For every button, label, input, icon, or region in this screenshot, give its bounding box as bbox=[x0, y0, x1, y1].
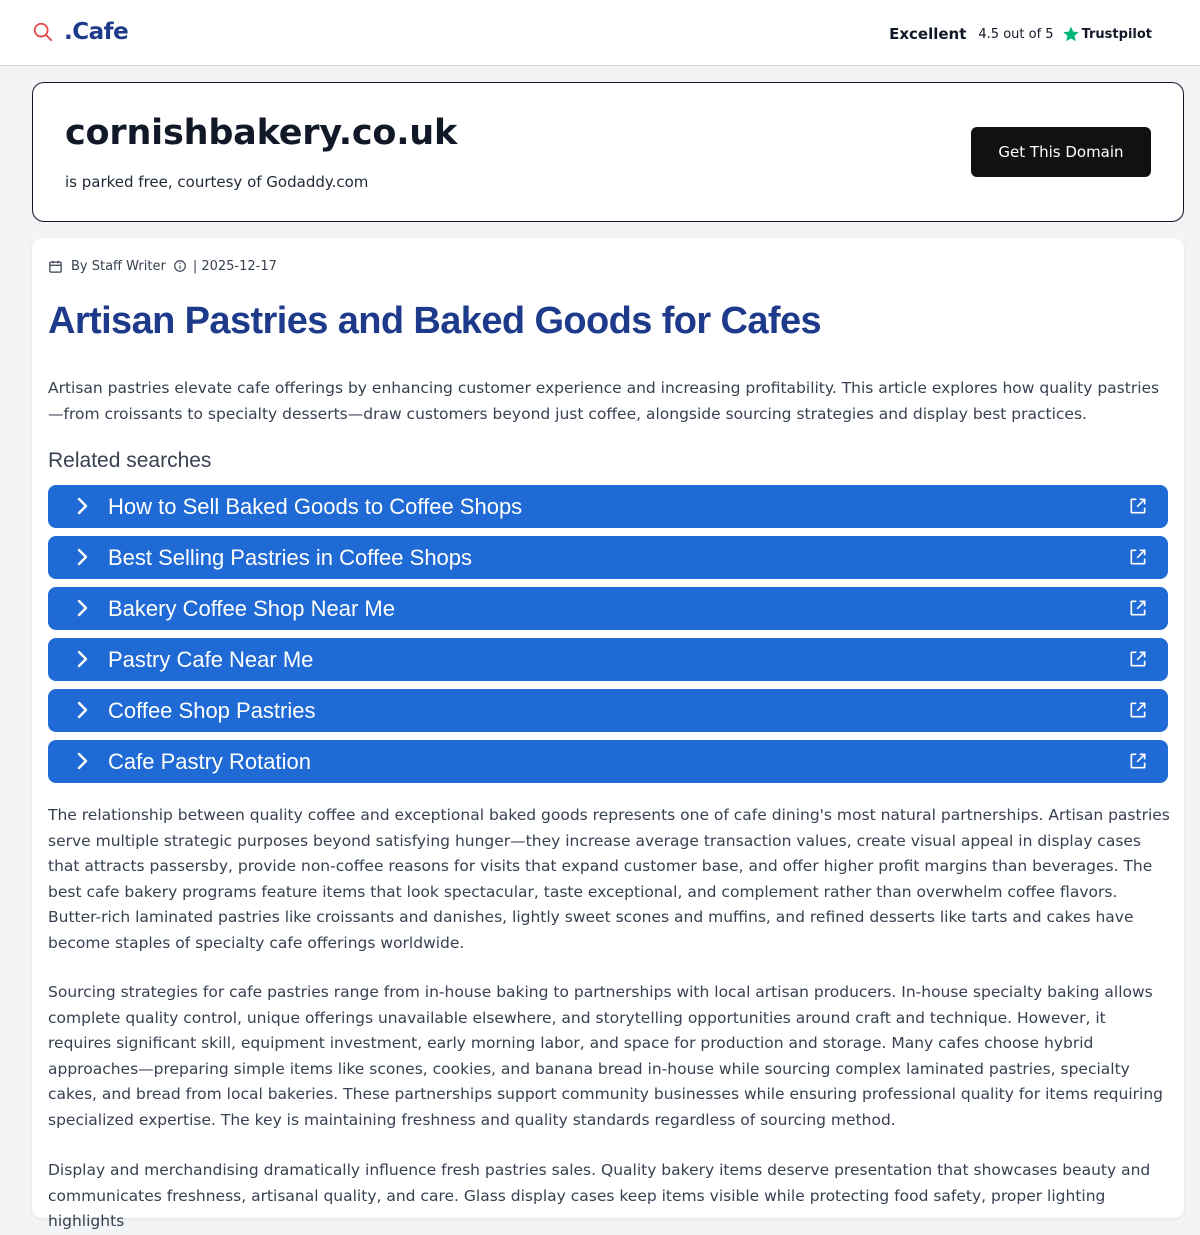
logo-text: .Cafe bbox=[64, 19, 129, 45]
rating-label: Excellent bbox=[889, 25, 967, 43]
article-date: | 2025-12-17 bbox=[192, 258, 277, 274]
related-search-item[interactable] bbox=[48, 638, 1168, 681]
chevron-right-icon bbox=[74, 649, 92, 669]
related-search-item[interactable] bbox=[48, 740, 1168, 783]
article-paragraph: Display and merchandising dramatically influence fresh pastries sales. Quality bakery items deserve presentation that showcases beauty and communicates freshness, artisanal quality, and care. Glass display cases keep items visible while protecting food safety, proper lighting highlights bbox=[48, 1161, 1151, 1231]
external-link-icon bbox=[1128, 751, 1148, 771]
article-paragraph: Sourcing strategies for cafe pastries range from in-house baking to partnerships with local artisan producers. In-house specialty baking allows complete quality control, unique offerings unavailable elsewhere, and storytelling opportunities around craft and technique. However, it requires significant skill, equipment investment, early morning labor, and space for production and storage. Many cafes choose hybrid approaches—preparing simple items like scones, cookies, and banana bread in-house while sourcing complex laminated pastries, specialty cakes, and bread from local bakeries. These partnerships support community businesses while ensuring professional quality for items requiring specialized expertise. The key is maintaining freshness and quality standards regardless of sourcing method. bbox=[48, 983, 1163, 1129]
related-search-item[interactable] bbox=[48, 689, 1168, 732]
related-search-item[interactable] bbox=[48, 536, 1168, 579]
related-search-label: How to Sell Baked Goods to Coffee Shops bbox=[108, 494, 523, 519]
related-search-item[interactable] bbox=[48, 587, 1168, 630]
trustpilot-brand: Trustpilot bbox=[1081, 26, 1152, 42]
external-link-icon bbox=[1128, 547, 1148, 567]
star-icon bbox=[1062, 25, 1080, 43]
article-meta bbox=[48, 256, 277, 276]
rating-score: 4.5 out of 5 bbox=[978, 26, 1054, 42]
article-author: By Staff Writer bbox=[71, 258, 166, 274]
chevron-right-icon bbox=[74, 598, 92, 618]
article-paragraph: The relationship between quality coffee and exceptional baked goods represents one of cafe dining's most natural partnerships. Artisan pastries serve multiple strategic purposes beyond satisfying hunger—they increase average transaction values, create visual appeal in display cases that attracts passersby, provide non-coffee reasons for visits that expand customer base, and offer higher profit margins than beverages. The best cafe bakery programs feature items that look spectacular, taste exceptional, and complement rather than overwhelm coffee flavors. Butter-rich laminated pastries like croissants and danishes, lightly sweet scones and muffins, and refined desserts like tarts and cakes have become staples of specialty cafe offerings worldwide. bbox=[48, 806, 1170, 952]
related-search-label: Best Selling Pastries in Coffee Shops bbox=[108, 545, 473, 570]
related-searches-list bbox=[48, 485, 1168, 791]
article-card bbox=[32, 238, 1184, 1231]
top-bar bbox=[0, 0, 1200, 66]
chevron-right-icon bbox=[74, 547, 92, 567]
domain-name: cornishbakery.co.uk bbox=[65, 113, 458, 153]
calendar-icon bbox=[48, 259, 63, 274]
related-search-label: Coffee Shop Pastries bbox=[108, 698, 316, 723]
article-intro: Artisan pastries elevate cafe offerings by enhancing customer experience and increasing profitability. This article explores how quality pastries—from croissants to specialty desserts—draw customers beyond just coffee, alongside sourcing strategies and display best practices. bbox=[48, 379, 1160, 423]
external-link-icon bbox=[1128, 496, 1148, 516]
related-search-label: Cafe Pastry Rotation bbox=[108, 749, 311, 774]
chevron-right-icon bbox=[74, 496, 92, 516]
chevron-right-icon bbox=[74, 700, 92, 720]
info-icon[interactable] bbox=[173, 259, 187, 273]
related-search-item[interactable] bbox=[48, 485, 1168, 528]
domain-subtitle: is parked free, courtesy of Godaddy.com bbox=[65, 173, 369, 191]
get-domain-button[interactable]: Get This Domain bbox=[971, 127, 1151, 177]
related-search-label: Pastry Cafe Near Me bbox=[108, 647, 314, 672]
chevron-right-icon bbox=[74, 751, 92, 771]
external-link-icon bbox=[1128, 700, 1148, 720]
external-link-icon bbox=[1128, 598, 1148, 618]
domain-card bbox=[32, 82, 1184, 222]
related-search-label: Bakery Coffee Shop Near Me bbox=[108, 596, 395, 621]
site-logo[interactable] bbox=[32, 16, 128, 48]
search-icon bbox=[32, 21, 54, 43]
related-searches-heading: Related searches bbox=[48, 449, 212, 472]
trustpilot-rating[interactable] bbox=[889, 22, 1152, 46]
article-title: Artisan Pastries and Baked Goods for Cafes bbox=[48, 300, 822, 342]
external-link-icon bbox=[1128, 649, 1148, 669]
